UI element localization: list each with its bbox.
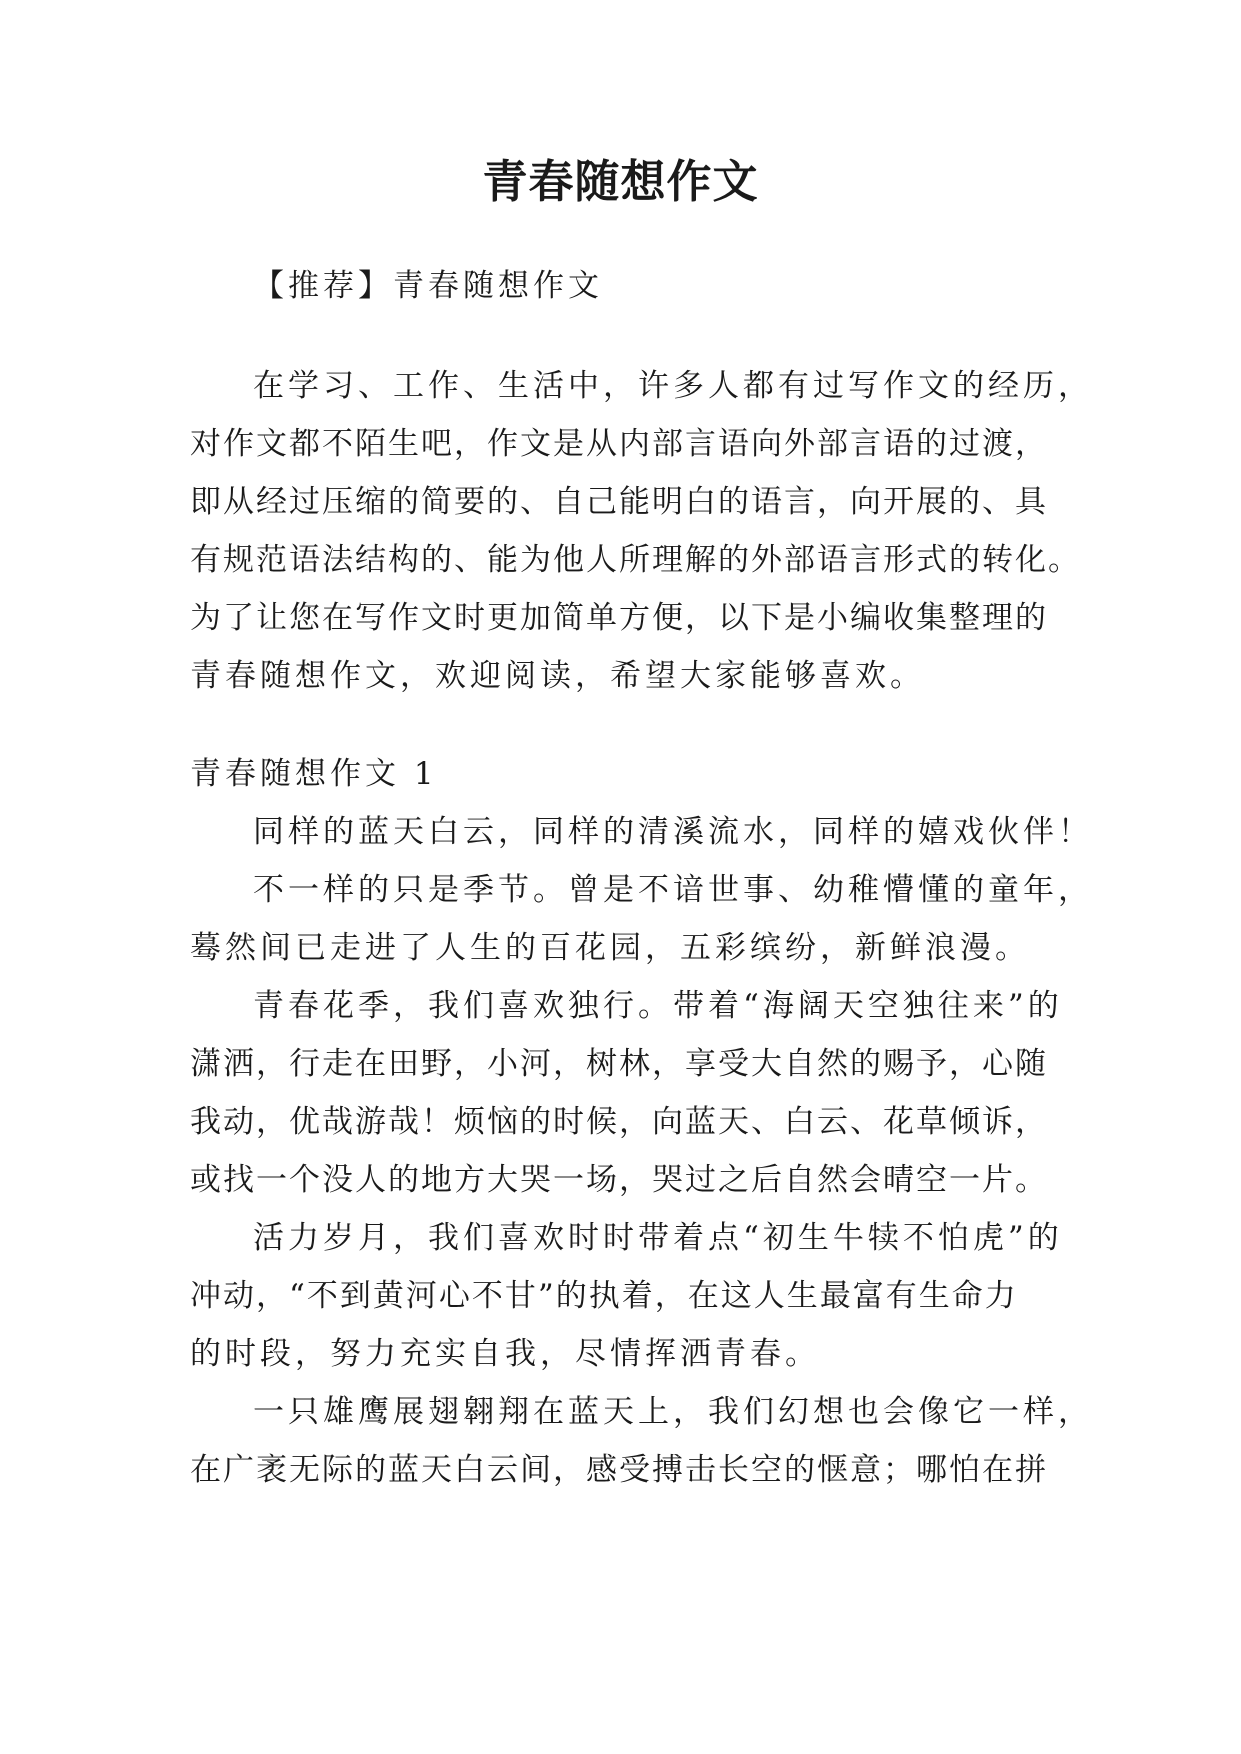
intro-line: 对作文都不陌生吧，作文是从内部言语向外部言语的过渡， — [190, 426, 1048, 462]
body-line: 活力岁月，我们喜欢时时带着点“初生牛犊不怕虎”的 — [253, 1220, 1063, 1256]
body-line: 潇洒，行走在田野，小河，树林，享受大自然的赐予，心随 — [190, 1046, 1048, 1082]
document-title: 青春随想作文 — [482, 155, 759, 208]
recommend-line: 【推荐】青春随想作文 — [253, 268, 603, 304]
intro-line: 为了让您在写作文时更加简单方便，以下是小编收集整理的 — [190, 600, 1048, 636]
body-line: 在广袤无际的蓝天白云间，感受搏击长空的惬意；哪怕在拼 — [190, 1452, 1048, 1488]
body-line: 的时段，努力充实自我，尽情挥洒青春。 — [190, 1336, 820, 1372]
intro-line: 有规范语法结构的、能为他人所理解的外部语言形式的转化。 — [190, 542, 1081, 578]
body-line: 冲动，“不到黄河心不甘”的执着，在这人生最富有生命力 — [190, 1278, 1018, 1314]
body-line: 蓦然间已走进了人生的百花园，五彩缤纷，新鲜浪漫。 — [190, 930, 1030, 966]
body-line: 同样的蓝天白云，同样的清溪流水，同样的嬉戏伙伴！ — [253, 814, 1093, 850]
section-heading: 青春随想作文 1 — [190, 756, 438, 792]
body-line: 不一样的只是季节。曾是不谙世事、幼稚懵懂的童年， — [253, 872, 1093, 908]
body-line: 青春花季，我们喜欢独行。带着“海阔天空独往来”的 — [253, 988, 1063, 1024]
body-line: 我动，优哉游哉！烦恼的时候，向蓝天、白云、花草倾诉， — [190, 1104, 1048, 1140]
intro-line: 在学习、工作、生活中，许多人都有过写作文的经历， — [253, 368, 1093, 404]
body-line: 一只雄鹰展翅翱翔在蓝天上，我们幻想也会像它一样， — [253, 1394, 1093, 1430]
intro-line: 青春随想作文，欢迎阅读，希望大家能够喜欢。 — [190, 658, 925, 694]
intro-line: 即从经过压缩的简要的、自己能明白的语言，向开展的、具 — [190, 484, 1048, 520]
body-line: 或找一个没人的地方大哭一场，哭过之后自然会晴空一片。 — [190, 1162, 1048, 1198]
